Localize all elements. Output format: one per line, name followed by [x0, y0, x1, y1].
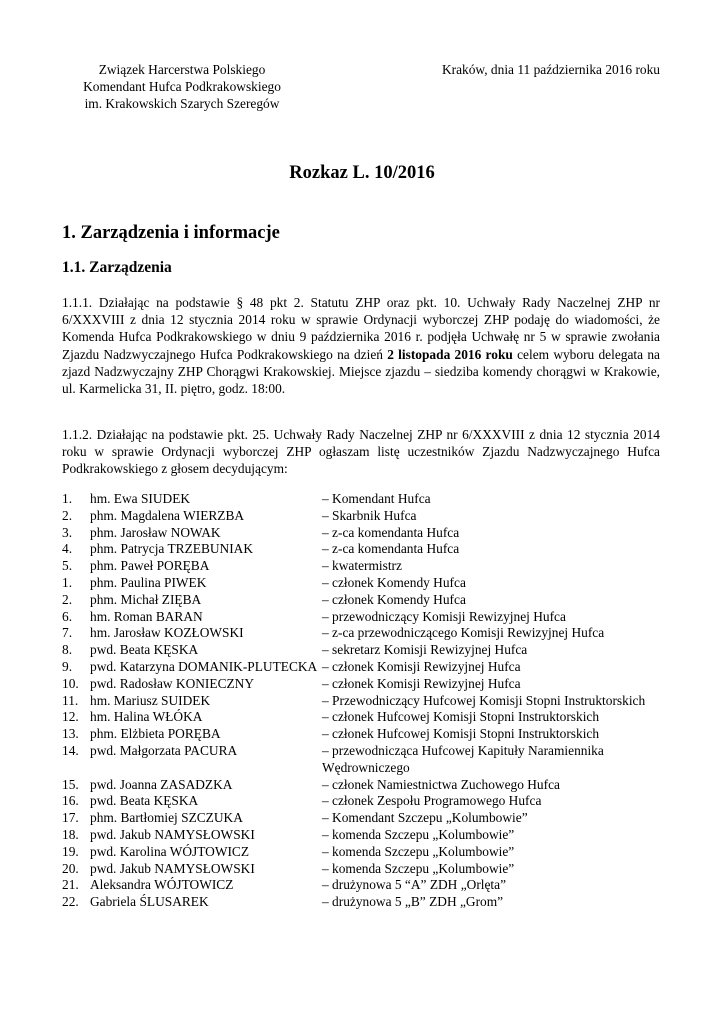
participant-name: pwd. Małgorzata PACURA — [90, 742, 238, 758]
participant-role: – członek Zespołu Programowego Hufca — [322, 793, 542, 809]
participant-number: 4. — [62, 541, 73, 557]
participant-number: 7. — [62, 625, 73, 641]
paragraph-1-1-2: 1.1.2. Działając na podstawie pkt. 25. Uchwały Rady Naczelnej ZHP nr 6/XXXVIII z dnia 12 stycznia 2014 roku w sprawie Ordynacji wyborczej ZHP ogłaszam listę uczestników Zjazdu Nadzwyczajnego Hufca Podkrakowskiego z głosem decydującym: — [62, 427, 660, 477]
org-line: Komendant Hufca Podkrakowskiego — [83, 79, 281, 94]
participant-name: pwd. Karolina WÓJTOWICZ — [90, 843, 250, 859]
participant-row — [62, 726, 662, 743]
org-line: im. Krakowskich Szarych Szeregów — [84, 96, 280, 111]
participant-row — [62, 659, 662, 676]
participant-number: 19. — [62, 843, 79, 859]
participant-role: – Przewodniczący Hufcowej Komisji Stopni Instruktorskich — [322, 692, 646, 708]
participant-row — [62, 625, 662, 642]
participant-role: – członek Komendy Hufca — [322, 574, 466, 590]
participant-row — [62, 743, 662, 777]
participant-role: – z-ca przewodniczącego Komisji Rewizyjnej Hufca — [322, 625, 605, 641]
participant-row — [62, 541, 662, 558]
participant-role: – Komendant Szczepu „Kolumbowie” — [322, 810, 528, 826]
participant-row — [62, 709, 662, 726]
participant-number: 22. — [62, 894, 79, 910]
participant-name: Gabriela ŚLUSAREK — [90, 894, 209, 910]
paragraph-date-bold: 2 listopada 2016 roku — [387, 346, 513, 362]
participant-role: – członek Hufcowej Komisji Stopni Instruktorskich — [322, 709, 600, 725]
participants-list — [62, 491, 662, 911]
participant-number: 17. — [62, 810, 79, 826]
participant-row — [62, 844, 662, 861]
participant-role: – kwatermistrz — [322, 558, 402, 574]
document-title: Rozkaz L. 10/2016 — [289, 163, 435, 183]
participant-row — [62, 877, 662, 894]
participant-name: hm. Roman BARAN — [90, 608, 203, 624]
paragraph-1-1-1 — [62, 294, 660, 397]
participant-row — [62, 642, 662, 659]
participant-name: hm. Ewa SIUDEK — [90, 491, 191, 506]
participant-row — [62, 777, 662, 794]
org-line: Związek Harcerstwa Polskiego — [98, 62, 266, 77]
participant-name: Aleksandra WÓJTOWICZ — [90, 877, 234, 893]
participant-number: 13. — [62, 726, 79, 742]
participant-row — [62, 894, 662, 911]
participant-number: 9. — [62, 658, 73, 674]
participant-role: – członek Komendy Hufca — [322, 591, 466, 607]
participant-role: – komenda Szczepu „Kolumbowie” — [322, 826, 515, 842]
participant-name: phm. Paweł PORĘBA — [90, 558, 210, 574]
participant-number: 10. — [62, 675, 79, 691]
participant-name: phm. Paulina PIWEK — [90, 574, 207, 590]
participant-role: – członek Komisji Rewizyjnej Hufca — [322, 675, 521, 691]
participant-number: 8. — [62, 642, 73, 658]
participant-role: – z-ca komendanta Hufca — [322, 524, 460, 540]
participant-name: pwd. Beata KĘSKA — [90, 642, 199, 658]
participant-row — [62, 693, 662, 710]
participant-role: – przewodniczący Komisji Rewizyjnej Hufca — [322, 608, 566, 624]
participant-number: 12. — [62, 709, 79, 725]
participant-name: phm. Patrycja TRZEBUNIAK — [90, 541, 254, 557]
participant-number: 15. — [62, 776, 79, 792]
participant-role: – komenda Szczepu „Kolumbowie” — [322, 843, 515, 859]
participant-name: pwd. Joanna ZASADZKA — [90, 776, 233, 792]
participant-row — [62, 676, 662, 693]
participant-name: hm. Mariusz SUIDEK — [90, 692, 211, 708]
participant-role: – członek Hufcowej Komisji Stopni Instruktorskich — [322, 726, 600, 742]
participant-number: 2. — [62, 507, 73, 523]
participant-row — [62, 558, 662, 575]
paragraph-text: celem wyboru delegata na zjazd Nadzwyczajny ZHP Chorągwi Krakowskiej. Miejsce zjazdu – siedziba komendy chorągwi w Krakowie, ul. Karmelicka 31, II. piętro, godz. 18:00. — [62, 346, 660, 397]
participant-number: 18. — [62, 826, 79, 842]
participant-name: phm. Michał ZIĘBA — [90, 591, 202, 607]
participant-number: 21. — [62, 877, 79, 893]
participant-name: pwd. Jakub NAMYSŁOWSKI — [90, 826, 255, 842]
participant-row — [62, 525, 662, 542]
participant-row — [62, 861, 662, 878]
participant-row — [62, 609, 662, 626]
participant-number: 5. — [62, 558, 73, 574]
participant-number: 1. — [62, 491, 73, 506]
participant-name: pwd. Jakub NAMYSŁOWSKI — [90, 860, 255, 876]
participant-name: pwd. Beata KĘSKA — [90, 793, 199, 809]
participant-row — [62, 827, 662, 844]
participant-name: hm. Halina WŁÓKA — [90, 709, 203, 725]
participant-name: phm. Magdalena WIERZBA — [90, 507, 245, 523]
participant-role: – członek Namiestnictwa Zuchowego Hufca — [322, 776, 560, 792]
participant-number: 2. — [62, 591, 73, 607]
header-place-date: Kraków, dnia 11 października 2016 roku — [441, 62, 660, 77]
participant-role: – przewodnicząca Hufcowej Kapituły Naramiennika Wędrowniczego — [322, 742, 604, 775]
participant-name: phm. Elżbieta PORĘBA — [90, 726, 221, 742]
participant-number: 20. — [62, 860, 79, 876]
participant-row — [62, 575, 662, 592]
participant-role: – drużynowa 5 “A” ZDH „Orlęta” — [322, 877, 507, 893]
participant-name: hm. Jarosław KOZŁOWSKI — [90, 625, 244, 641]
subsection-heading: 1.1. Zarządzenia — [62, 259, 172, 276]
participant-number: 14. — [62, 742, 79, 758]
participant-number: 6. — [62, 608, 73, 624]
participant-role: – z-ca komendanta Hufca — [322, 541, 460, 557]
participant-name: pwd. Katarzyna DOMANIK-PLUTECKA — [90, 658, 318, 674]
header-organization — [62, 61, 302, 112]
participant-role: – Skarbnik Hufca — [322, 507, 417, 523]
participant-number: 1. — [62, 574, 73, 590]
participant-number: 16. — [62, 793, 79, 809]
participant-row — [62, 508, 662, 525]
participant-name: pwd. Radosław KONIECZNY — [90, 675, 255, 691]
participant-row — [62, 793, 662, 810]
participant-role: – Komendant Hufca — [322, 491, 431, 506]
participant-role: – członek Komisji Rewizyjnej Hufca — [322, 658, 521, 674]
participant-row — [62, 491, 662, 508]
paragraph-text: 1.1.1. Działając na podstawie § 48 pkt 2. Statutu ZHP oraz pkt. 10. Uchwały Rady Naczelnej ZHP nr 6/XXXVIII z dnia 12 stycznia 2014 roku w sprawie Ordynacji wyborczej ZHP podaję do wiadomości, że Komenda Hufca Podkrakowskiego w dniu 9 października 2016 r. podjęła Uchwałę nr 5 w sprawie zwołania Zjazdu Nadzwyczajnego Hufca Podkrakowskiego na dzień — [62, 295, 660, 362]
participant-role: – sekretarz Komisji Rewizyjnej Hufca — [322, 642, 528, 658]
participant-number: 3. — [62, 524, 73, 540]
participant-row — [62, 810, 662, 827]
participant-role: – komenda Szczepu „Kolumbowie” — [322, 860, 515, 876]
participant-name: phm. Bartłomiej SZCZUKA — [90, 810, 243, 826]
participant-number: 11. — [62, 692, 79, 708]
section-heading: 1. Zarządzenia i informacje — [62, 223, 280, 243]
participant-name: phm. Jarosław NOWAK — [90, 524, 221, 540]
participant-role: – drużynowa 5 „B” ZDH „Grom” — [322, 894, 504, 910]
participant-row — [62, 592, 662, 609]
